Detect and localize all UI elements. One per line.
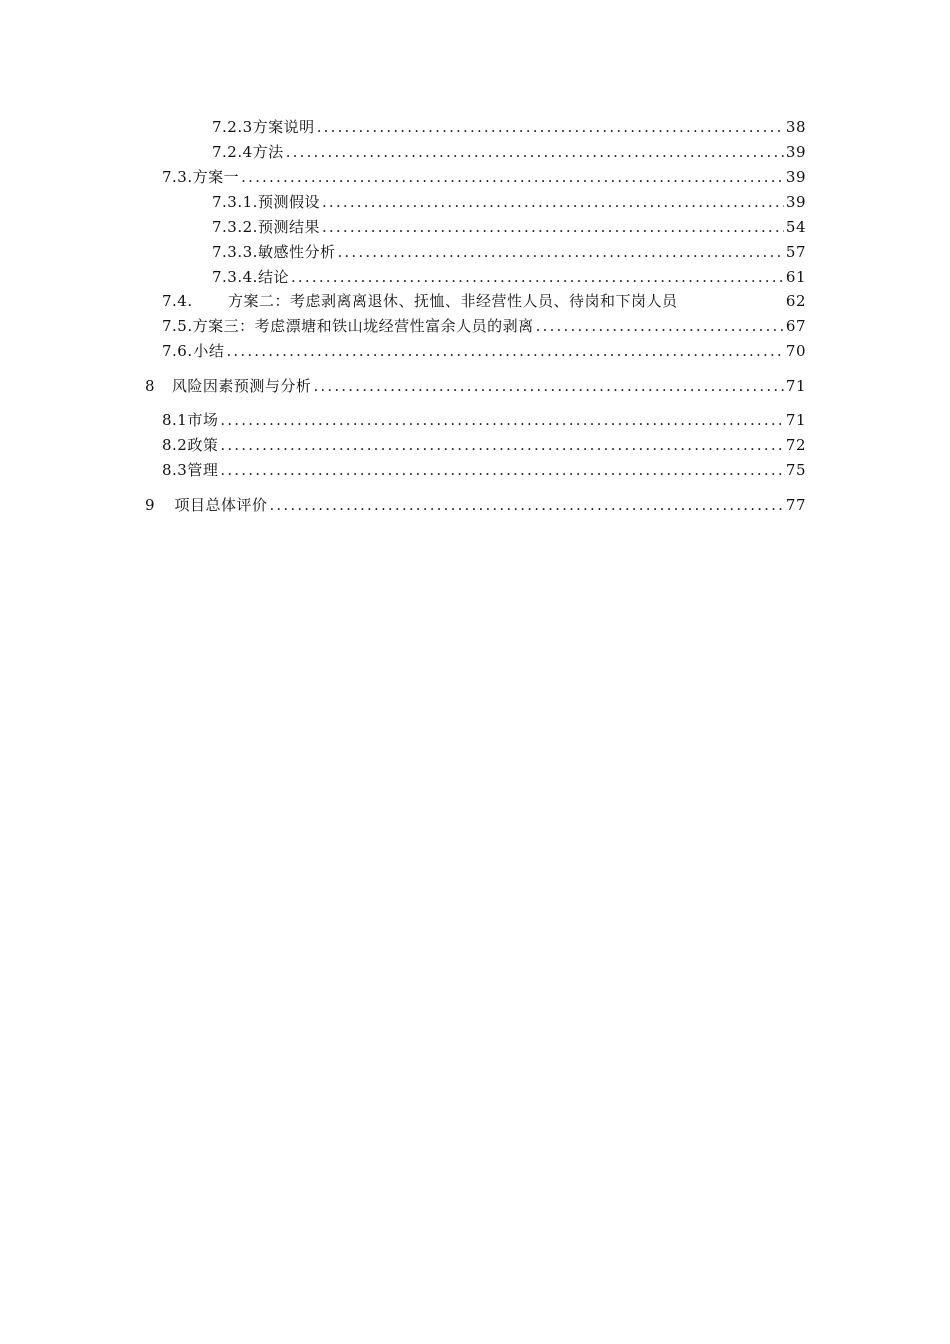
toc-leader-dots xyxy=(226,340,783,362)
toc-entry-page: 39 xyxy=(785,168,806,186)
toc-entry-number: 7.5. xyxy=(162,317,193,335)
toc-entry-page: 39 xyxy=(785,193,806,211)
toc-entry-page: 71 xyxy=(785,411,806,429)
toc-entry-title: 预测假设 xyxy=(257,193,320,211)
toc-entry-page: 70 xyxy=(785,342,806,360)
toc-entry-number: 8.3 xyxy=(162,461,188,479)
toc-leader-dots xyxy=(241,166,784,188)
toc-entry-number: 7.2.3 xyxy=(212,118,253,136)
toc-entry-7-3-4[interactable] xyxy=(212,266,806,288)
toc-entry-title: 方法 xyxy=(252,143,284,161)
toc-entry-number: 8.2 xyxy=(162,436,188,454)
toc-leader-dots xyxy=(337,241,783,263)
toc-entry-7-3-1[interactable] xyxy=(212,191,806,213)
toc-entry-7-4[interactable] xyxy=(162,290,806,312)
toc-entry-number: 7.4. xyxy=(162,292,193,310)
toc-entry-number: 7.3. xyxy=(162,168,193,186)
toc-leader-dots xyxy=(291,266,784,288)
toc-entry-7-3-2[interactable] xyxy=(212,216,806,238)
toc-entry-page: 71 xyxy=(785,377,806,395)
toc-entry-number: 8 xyxy=(145,377,156,395)
toc-entry-8-3[interactable] xyxy=(162,459,806,481)
toc-leader-dots xyxy=(286,141,784,163)
toc-entry-7-2-3[interactable] xyxy=(212,116,806,138)
toc-entry-7-5[interactable] xyxy=(162,315,806,337)
toc-entry-9[interactable] xyxy=(145,494,806,516)
toc-entry-page: 57 xyxy=(785,243,806,261)
toc-entry-8-1[interactable] xyxy=(162,409,806,431)
toc-entry-8-2[interactable] xyxy=(162,434,806,456)
toc-entry-7-3-3[interactable] xyxy=(212,241,806,263)
toc-entry-number: 8.1 xyxy=(162,411,188,429)
toc-entry-7-3[interactable] xyxy=(162,166,806,188)
toc-entry-title: 管理 xyxy=(187,461,219,479)
toc-leader-dots xyxy=(269,494,783,516)
toc-leader-dots xyxy=(220,409,784,431)
toc-entry-title: 项目总体评价 xyxy=(174,496,268,514)
toc-leader-dots xyxy=(536,315,784,337)
toc-entry-title: 风险因素预测与分析 xyxy=(171,377,312,395)
toc-entry-number: 7.3.4. xyxy=(212,268,258,286)
toc-entry-page: 61 xyxy=(785,268,806,286)
toc-entry-number: 9 xyxy=(145,496,156,514)
toc-leader-dots xyxy=(220,434,784,456)
toc-entry-title: 预测结果 xyxy=(257,218,320,236)
toc-entry-number: 7.2.4 xyxy=(212,143,253,161)
toc-entry-number: 7.3.2. xyxy=(212,218,258,236)
toc-entry-number: 7.3.1. xyxy=(212,193,258,211)
toc-leader-dots xyxy=(317,116,784,138)
toc-entry-page: 67 xyxy=(785,317,806,335)
toc-entry-7-6[interactable] xyxy=(162,340,806,362)
toc-entry-page: 54 xyxy=(785,218,806,236)
toc-leader-dots xyxy=(220,459,784,481)
toc-entry-page: 39 xyxy=(785,143,806,161)
toc-entry-title: 方案二：考虑剥离离退休、抚恤、非经营性人员、待岗和下岗人员 xyxy=(228,292,678,310)
toc-entry-title: 敏感性分析 xyxy=(257,243,336,261)
toc-leader-dots xyxy=(322,216,784,238)
toc-entry-title: 小结 xyxy=(193,342,225,360)
toc-entry-page: 38 xyxy=(785,118,806,136)
toc-entry-page: 77 xyxy=(785,496,806,514)
toc-entry-title: 方案三：考虑漂塘和铁山垅经营性富余人员的剥离 xyxy=(192,317,534,335)
toc-entry-number: 7.6. xyxy=(162,342,193,360)
toc-entry-title: 方案一 xyxy=(192,168,240,186)
toc-entry-title: 结论 xyxy=(257,268,289,286)
toc-entry-number: 7.3.3. xyxy=(212,243,258,261)
toc-entry-title: 方案说明 xyxy=(252,118,315,136)
toc-leader-dots xyxy=(322,191,784,213)
toc-entry-page: 75 xyxy=(785,461,806,479)
toc-entry-title: 政策 xyxy=(187,436,219,454)
toc-leader-dots xyxy=(313,375,783,397)
toc-entry-8[interactable] xyxy=(145,375,806,397)
toc-entry-title: 市场 xyxy=(187,411,219,429)
toc-entry-page: 62 xyxy=(785,292,806,310)
toc-entry-7-2-4[interactable] xyxy=(212,141,806,163)
toc-entry-page: 72 xyxy=(785,436,806,454)
